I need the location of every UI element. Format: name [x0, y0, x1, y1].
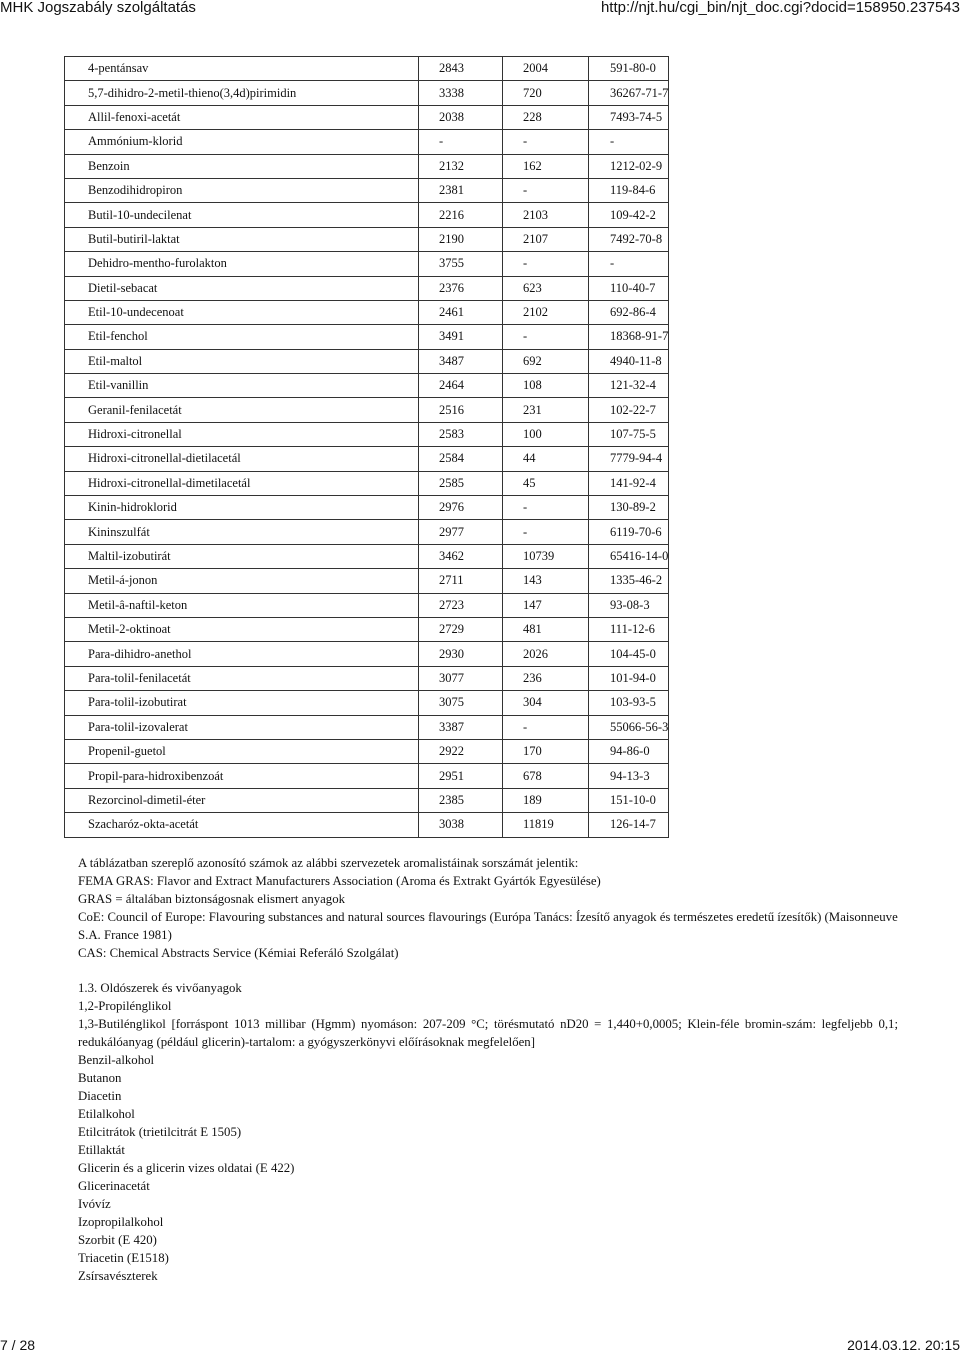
fema-number-cell: 2584 [419, 447, 503, 471]
substance-name-cell: Maltil-izobutirát [65, 544, 419, 568]
coe-number-cell: 2103 [503, 203, 589, 227]
table-row [65, 203, 669, 227]
table-row [65, 471, 669, 495]
coe-number-cell: 481 [503, 617, 589, 641]
table-row [65, 300, 669, 324]
cas-number-cell: - [589, 130, 669, 154]
solvent-item: Triacetin (E1518) [78, 1251, 169, 1265]
table-row [65, 691, 669, 715]
substance-name-cell: Benzoin [65, 154, 419, 178]
cas-number-cell: 107-75-5 [589, 422, 669, 446]
fema-number-cell: 3387 [419, 715, 503, 739]
substance-name-cell: Propil-para-hidroxibenzoát [65, 764, 419, 788]
solvent-item: Diacetin [78, 1089, 122, 1103]
substance-name-cell: Kinin-hidroklorid [65, 496, 419, 520]
notes-cas: CAS: Chemical Abstracts Service (Kémiai Referáló Szolgálat) [78, 946, 399, 960]
table-row [65, 447, 669, 471]
cas-number-cell: 55066-56-3 [589, 715, 669, 739]
cas-number-cell: 126-14-7 [589, 813, 669, 837]
table-row [65, 374, 669, 398]
table-row [65, 617, 669, 641]
substance-name-cell: Butil-butiril-laktat [65, 227, 419, 251]
fema-number-cell: 2376 [419, 276, 503, 300]
cas-number-cell: 94-86-0 [589, 739, 669, 763]
fema-number-cell: 3491 [419, 325, 503, 349]
coe-number-cell: 143 [503, 569, 589, 593]
cas-number-cell: 121-32-4 [589, 374, 669, 398]
notes-fema: FEMA GRAS: Flavor and Extract Manufacturers Association (Aroma és Extrakt Gyártók Egyesülése) [78, 874, 601, 888]
solvent-item: 1,3-Butilénglikol [forráspont 1013 millibar (Hgmm) nyomáson: 207-209 °C; törésmutató nD20 = 1,440+0,0005; Klein-féle bromin-szám: legfeljebb 0,1; redukálóanyag (például glicerin)-tartalom: a gyógyszerkönyvi előírásoknak megfelelően] [78, 1017, 898, 1049]
coe-number-cell: 236 [503, 666, 589, 690]
cas-number-cell: 6119-70-6 [589, 520, 669, 544]
fema-number-cell: 2190 [419, 227, 503, 251]
fema-number-cell: 2951 [419, 764, 503, 788]
fema-number-cell: 3077 [419, 666, 503, 690]
table-row [65, 276, 669, 300]
fema-number-cell: 2930 [419, 642, 503, 666]
solvent-item: Glicerin és a glicerin vizes oldatai (E 422) [78, 1161, 295, 1175]
table-row [65, 544, 669, 568]
solvent-item: Izopropilalkohol [78, 1215, 164, 1229]
cas-number-cell: 7492-70-8 [589, 227, 669, 251]
cas-number-cell: - [589, 252, 669, 276]
substance-name-cell: Dietil-sebacat [65, 276, 419, 300]
coe-number-cell: 692 [503, 349, 589, 373]
notes-gras: GRAS = általában biztonságosnak elismert anyagok [78, 892, 346, 906]
cas-number-cell: 36267-71-7 [589, 81, 669, 105]
table-row [65, 666, 669, 690]
fema-number-cell: 2729 [419, 617, 503, 641]
solvent-item: Etillaktát [78, 1143, 125, 1157]
substance-name-cell: Dehidro-mentho-furolakton [65, 252, 419, 276]
table-row [65, 813, 669, 837]
solvent-item: Benzil-alkohol [78, 1053, 155, 1067]
table-row [65, 764, 669, 788]
print-timestamp: 2014.03.12. 20:15 [847, 1337, 960, 1353]
substance-name-cell: Hidroxi-citronellal-dietilacetál [65, 447, 419, 471]
cas-number-cell: 7493-74-5 [589, 105, 669, 129]
solvent-item: Ivóvíz [78, 1197, 111, 1211]
table-row [65, 398, 669, 422]
fema-number-cell: 3038 [419, 813, 503, 837]
fema-number-cell: 3338 [419, 81, 503, 105]
fema-number-cell: 2216 [419, 203, 503, 227]
cas-number-cell: 7779-94-4 [589, 447, 669, 471]
coe-number-cell: 231 [503, 398, 589, 422]
substance-name-cell: Para-tolil-izobutirat [65, 691, 419, 715]
coe-number-cell: 45 [503, 471, 589, 495]
aroma-table [64, 56, 669, 838]
notes-coe: CoE: Council of Europe: Flavouring substances and natural sources flavourings (Európa Tanács: Ízesítő anyagok és természetes eredetű ízesítők) (Maisonneuve S.A. France 1981) [78, 910, 898, 942]
coe-number-cell: 10739 [503, 544, 589, 568]
coe-number-cell: - [503, 715, 589, 739]
table-row [65, 422, 669, 446]
fema-number-cell: - [419, 130, 503, 154]
coe-number-cell: 108 [503, 374, 589, 398]
cas-number-cell: 65416-14-0 [589, 544, 669, 568]
table-row [65, 154, 669, 178]
cas-number-cell: 93-08-3 [589, 593, 669, 617]
coe-number-cell: - [503, 252, 589, 276]
substance-name-cell: Butil-10-undecilenat [65, 203, 419, 227]
substance-name-cell: Etil-10-undecenoat [65, 300, 419, 324]
page-header [0, 0, 960, 22]
cas-number-cell: 1212-02-9 [589, 154, 669, 178]
table-row [65, 252, 669, 276]
coe-number-cell: 162 [503, 154, 589, 178]
fema-number-cell: 3487 [419, 349, 503, 373]
fema-number-cell: 2711 [419, 569, 503, 593]
table-row [65, 178, 669, 202]
cas-number-cell: 591-80-0 [589, 57, 669, 81]
fema-number-cell: 3462 [419, 544, 503, 568]
fema-number-cell: 2464 [419, 374, 503, 398]
substance-name-cell: Etil-vanillin [65, 374, 419, 398]
substance-name-cell: 4-pentánsav [65, 57, 419, 81]
coe-number-cell: - [503, 496, 589, 520]
cas-number-cell: 109-42-2 [589, 203, 669, 227]
coe-number-cell: 170 [503, 739, 589, 763]
aroma-table-container [64, 56, 669, 838]
cas-number-cell: 4940-11-8 [589, 349, 669, 373]
header-url: http://njt.hu/cgi_bin/njt_doc.cgi?docid=158950.237543 [600, 0, 960, 16]
table-row [65, 788, 669, 812]
solvent-item: 1,2-Propilénglikol [78, 999, 172, 1013]
fema-number-cell: 2381 [419, 178, 503, 202]
substance-name-cell: 5,7-dihidro-2-metil-thieno(3,4d)pirimidin [65, 81, 419, 105]
fema-number-cell: 2038 [419, 105, 503, 129]
coe-number-cell: - [503, 178, 589, 202]
cas-number-cell: 101-94-0 [589, 666, 669, 690]
notes-section [78, 854, 898, 1285]
substance-name-cell: Benzodihidropiron [65, 178, 419, 202]
fema-number-cell: 3755 [419, 252, 503, 276]
table-row [65, 325, 669, 349]
table-row [65, 593, 669, 617]
substance-name-cell: Hidroxi-citronellal-dimetilacetál [65, 471, 419, 495]
substance-name-cell: Metil-2-oktinoat [65, 617, 419, 641]
table-row [65, 130, 669, 154]
fema-number-cell: 2843 [419, 57, 503, 81]
cas-number-cell: 111-12-6 [589, 617, 669, 641]
cas-number-cell: 110-40-7 [589, 276, 669, 300]
cas-number-cell: 119-84-6 [589, 178, 669, 202]
table-row [65, 227, 669, 251]
page-footer [0, 1338, 960, 1354]
fema-number-cell: 2461 [419, 300, 503, 324]
substance-name-cell: Para-dihidro-anethol [65, 642, 419, 666]
solvent-list [78, 997, 898, 1285]
solvent-item: Zsírsavészterek [78, 1269, 158, 1283]
solvent-item: Glicerinacetát [78, 1179, 150, 1193]
table-row [65, 81, 669, 105]
coe-number-cell: 2102 [503, 300, 589, 324]
substance-name-cell: Hidroxi-citronellal [65, 422, 419, 446]
table-row [65, 520, 669, 544]
solvent-item: Etilcitrátok (trietilcitrát E 1505) [78, 1125, 242, 1139]
coe-number-cell: 2004 [503, 57, 589, 81]
cas-number-cell: 692-86-4 [589, 300, 669, 324]
cas-number-cell: 18368-91-7 [589, 325, 669, 349]
table-row [65, 642, 669, 666]
coe-number-cell: 720 [503, 81, 589, 105]
notes-intro: A táblázatban szereplő azonosító számok az alábbi szervezetek aromalistáinak sorszámát jelentik: [78, 856, 579, 870]
table-row [65, 496, 669, 520]
coe-number-cell: 189 [503, 788, 589, 812]
substance-name-cell: Allil-fenoxi-acetát [65, 105, 419, 129]
coe-number-cell: 11819 [503, 813, 589, 837]
fema-number-cell: 3075 [419, 691, 503, 715]
solvent-item: Szorbit (E 420) [78, 1233, 157, 1247]
cas-number-cell: 151-10-0 [589, 788, 669, 812]
cas-number-cell: 104-45-0 [589, 642, 669, 666]
page-number: 7 / 28 [0, 1337, 36, 1353]
coe-number-cell: 623 [503, 276, 589, 300]
solvent-item: Butanon [78, 1071, 122, 1085]
cas-number-cell: 141-92-4 [589, 471, 669, 495]
fema-number-cell: 2922 [419, 739, 503, 763]
coe-number-cell: 2026 [503, 642, 589, 666]
coe-number-cell: 678 [503, 764, 589, 788]
substance-name-cell: Para-tolil-izovalerat [65, 715, 419, 739]
substance-name-cell: Para-tolil-fenilacetát [65, 666, 419, 690]
solvent-item: Etilalkohol [78, 1107, 135, 1121]
spacer [78, 962, 898, 979]
fema-number-cell: 2516 [419, 398, 503, 422]
fema-number-cell: 2385 [419, 788, 503, 812]
cas-number-cell: 103-93-5 [589, 691, 669, 715]
table-row [65, 57, 669, 81]
fema-number-cell: 2132 [419, 154, 503, 178]
cas-number-cell: 102-22-7 [589, 398, 669, 422]
fema-number-cell: 2723 [419, 593, 503, 617]
fema-number-cell: 2976 [419, 496, 503, 520]
section-heading: 1.3. Oldószerek és vivőanyagok [78, 981, 242, 995]
cas-number-cell: 1335-46-2 [589, 569, 669, 593]
coe-number-cell: - [503, 130, 589, 154]
substance-name-cell: Metil-á-jonon [65, 569, 419, 593]
table-row [65, 739, 669, 763]
coe-number-cell: 304 [503, 691, 589, 715]
cas-number-cell: 94-13-3 [589, 764, 669, 788]
substance-name-cell: Szacharóz-okta-acetát [65, 813, 419, 837]
coe-number-cell: - [503, 325, 589, 349]
substance-name-cell: Propenil-guetol [65, 739, 419, 763]
substance-name-cell: Etil-fenchol [65, 325, 419, 349]
substance-name-cell: Ammónium-klorid [65, 130, 419, 154]
coe-number-cell: - [503, 520, 589, 544]
fema-number-cell: 2583 [419, 422, 503, 446]
substance-name-cell: Geranil-fenilacetát [65, 398, 419, 422]
cas-number-cell: 130-89-2 [589, 496, 669, 520]
substance-name-cell: Kininszulfát [65, 520, 419, 544]
table-row [65, 569, 669, 593]
table-row [65, 105, 669, 129]
substance-name-cell: Etil-maltol [65, 349, 419, 373]
table-row [65, 349, 669, 373]
substance-name-cell: Rezorcinol-dimetil-éter [65, 788, 419, 812]
fema-number-cell: 2585 [419, 471, 503, 495]
fema-number-cell: 2977 [419, 520, 503, 544]
table-row [65, 715, 669, 739]
aroma-table-body [65, 57, 669, 838]
coe-number-cell: 147 [503, 593, 589, 617]
header-site-title: MHK Jogszabály szolgáltatás [0, 0, 196, 16]
coe-number-cell: 2107 [503, 227, 589, 251]
coe-number-cell: 44 [503, 447, 589, 471]
coe-number-cell: 100 [503, 422, 589, 446]
coe-number-cell: 228 [503, 105, 589, 129]
substance-name-cell: Metil-â-naftil-keton [65, 593, 419, 617]
